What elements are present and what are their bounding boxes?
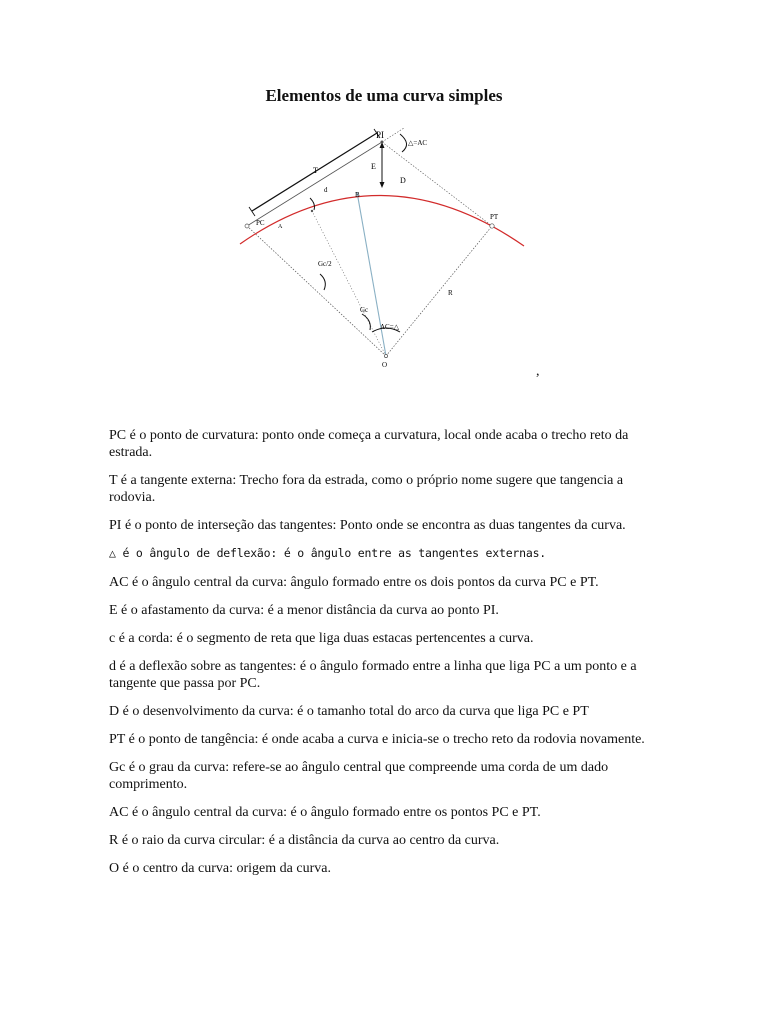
radius-pc [247, 226, 386, 356]
label-delta-ac: △=AC [408, 139, 428, 147]
definition-t: T é a tangente externa: Trecho fora da estrada, como o próprio nome sugere que tangencia a rodovia. [109, 473, 624, 505]
definition-ac: AC é o ângulo central da curva: ângulo formado entre os dois pontos da curva PC e PT. [109, 575, 599, 590]
label-d-small: d [324, 186, 328, 194]
definition-d-big: D é o desenvolvimento da curva: é o tamanho total do arco da curva que liga PC e PT [109, 704, 589, 719]
radius-mid [312, 211, 386, 356]
chord-line [357, 192, 386, 356]
curve-elements-diagram [232, 126, 532, 376]
label-pc: PC [256, 219, 265, 227]
gc-arc [362, 314, 370, 330]
point-o [384, 354, 387, 357]
label-pi: PI [376, 130, 385, 140]
label-a: A [278, 224, 283, 230]
point-pi [381, 141, 384, 144]
radius-pt [386, 226, 492, 356]
label-ac-delta: AC=△ [380, 323, 400, 331]
definition-r: R é o raio da curva circular: é a distância da curva ao centro da curva. [109, 833, 500, 848]
definition-gc: Gc é o grau da curva: refere-se ao ângulo central que compreende uma corda de um dado comprimento. [109, 760, 609, 792]
delta-arc [400, 134, 407, 152]
circular-curve [240, 195, 524, 246]
label-e: E [371, 162, 376, 171]
definition-c: c é a corda: é o segmento de reta que liga duas estacas pertencentes a curva. [109, 631, 534, 646]
label-b: B [355, 191, 360, 199]
definition-ac-2: AC é o ângulo central da curva: é o ângulo formado entre os pontos PC e PT. [109, 805, 541, 820]
label-gc2: Gc/2 [318, 260, 332, 268]
definition-e: E é o afastamento da curva: é a menor distância da curva ao ponto PI. [109, 603, 499, 618]
definition-pt: PT é o ponto de tangência: é onde acaba a curva e inicia-se o trecho reto da rodovia novamente. [109, 732, 645, 747]
point-pc [245, 224, 249, 228]
page-title: Elementos de uma curva simples [265, 86, 503, 105]
label-d-big: D [400, 176, 406, 185]
definition-o: O é o centro da curva: origem da curva. [109, 861, 331, 876]
gc2-arc [320, 274, 325, 290]
label-pt: PT [490, 213, 499, 221]
tangent-pi-pt [382, 142, 492, 226]
label-gc: Gc [360, 306, 369, 314]
tangent-pc-pi [247, 142, 382, 226]
label-o: O [382, 361, 388, 369]
label-t: T [313, 166, 318, 175]
definition-pi: PI é o ponto de interseção das tangentes: Ponto onde se encontra as duas tangentes da curva. [109, 518, 626, 533]
d-arc [310, 198, 315, 210]
label-r: R [448, 289, 453, 297]
definition-pc: PC é o ponto de curvatura: ponto onde começa a curvatura, local onde acaba o trecho reto da estrada. [109, 428, 629, 460]
definitions-list [109, 427, 659, 888]
stray-mark: , [536, 364, 540, 379]
definition-d-small: d é a deflexão sobre as tangentes: é o ângulo formado entre a linha que liga PC a um ponto e a tangente que passa por PC. [109, 659, 637, 691]
point-pt [490, 224, 494, 228]
definition-delta: △ é o ângulo de deflexão: é o ângulo entre as tangentes externas. [109, 546, 547, 560]
